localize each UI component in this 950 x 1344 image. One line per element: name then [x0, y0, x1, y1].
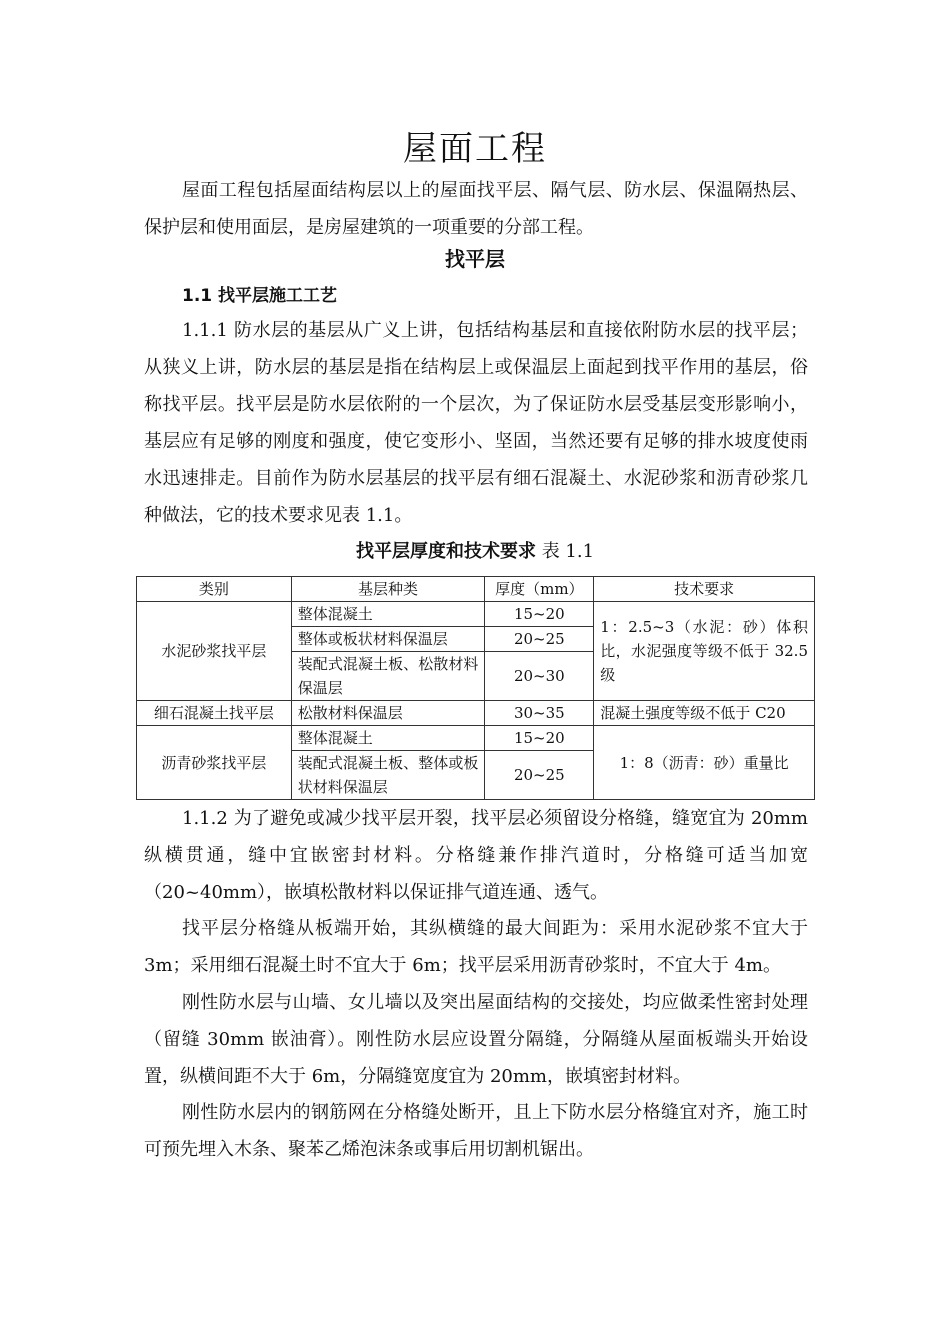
- subsection-heading: 1.1 找平层施工工艺: [182, 286, 338, 306]
- base-type-cell: 装配式混凝土板、整体或板状材料保温层: [291, 751, 485, 800]
- thickness-cell: 20~30: [485, 652, 594, 701]
- base-type-cell: 装配式混凝土板、松散材料保温层: [291, 652, 485, 701]
- requirement-cell: 1：8（沥青：砂）重量比: [594, 726, 815, 800]
- table-row: [137, 726, 815, 751]
- table-row: [137, 701, 815, 726]
- page-title: 屋面工程: [403, 129, 547, 169]
- header-base-type: 基层种类: [291, 577, 485, 602]
- paragraph-1-1-2: 1.1.2 为了避免或减少找平层开裂，找平层必须留设分格缝，缝宽宜为 20mm 纵横贯通，缝中宜嵌密封材料。分格缝兼作排汽道时，分格缝可适当加宽（20~40mm），嵌填松散材料以保证排气道连通、透气。: [144, 808, 808, 903]
- paragraph-joint-spacing: 找平层分格缝从板端开始，其纵横缝的最大间距为：采用水泥砂浆不宜大于 3m；采用细石混凝土时不宜大于 6m；找平层采用沥青砂浆时，不宜大于 4m。: [144, 918, 808, 976]
- table-caption-number: 表 1.1: [541, 541, 595, 562]
- thickness-cell: 20~25: [485, 627, 594, 652]
- paragraph-rigid-layer-2: 刚性防水层内的钢筋网在分格缝处断开，且上下防水层分格缝宜对齐，施工时可预先埋入木条、聚苯乙烯泡沫条或事后用切割机锯出。: [144, 1102, 808, 1160]
- spec-table: [136, 576, 815, 800]
- paragraph-rigid-layer-1: 刚性防水层与山墙、女儿墙以及突出屋面结构的交接处，均应做柔性密封处理（留缝 30mm 嵌油膏）。刚性防水层应设置分隔缝，分隔缝从屋面板端头开始设置，纵横间距不大于 6m，分隔缝宽度宜为 20mm，嵌填密封材料。: [144, 992, 808, 1087]
- paragraph-1-1-1: 1.1.1 防水层的基层从广义上讲，包括结构基层和直接依附防水层的找平层；从狭义上讲，防水层的基层是指在结构层上或保温层上面起到找平作用的基层，俗称找平层。找平层是防水层依附的一个层次，为了保证防水层受基层变形影响小，基层应有足够的刚度和强度，使它变形小、坚固，当然还要有足够的排水坡度使雨水迅速排走。目前作为防水层基层的找平层有细石混凝土、水泥砂浆和沥青砂浆几种做法，它的技术要求见表 1.1。: [144, 320, 808, 526]
- category-cell: 水泥砂浆找平层: [137, 602, 292, 701]
- table-caption: [0, 538, 950, 566]
- thickness-cell: 15~20: [485, 602, 594, 627]
- header-category: 类别: [137, 577, 292, 602]
- table-caption-title: 找平层厚度和技术要求: [355, 541, 536, 562]
- thickness-cell: 20~25: [485, 751, 594, 800]
- header-thickness: 厚度（mm）: [485, 577, 594, 602]
- base-type-cell: 整体混凝土: [291, 726, 485, 751]
- category-cell: 细石混凝土找平层: [137, 701, 292, 726]
- requirement-cell: 混凝土强度等级不低于 C20: [594, 701, 815, 726]
- category-cell: 沥青砂浆找平层: [137, 726, 292, 800]
- section-heading: 找平层: [445, 247, 505, 271]
- base-type-cell: 松散材料保温层: [291, 701, 485, 726]
- thickness-cell: 15~20: [485, 726, 594, 751]
- header-requirement: 技术要求: [594, 577, 815, 602]
- thickness-cell: 30~35: [485, 701, 594, 726]
- intro-paragraph: 屋面工程包括屋面结构层以上的屋面找平层、隔气层、防水层、保温隔热层、保护层和使用面层，是房屋建筑的一项重要的分部工程。: [144, 180, 808, 238]
- base-type-cell: 整体或板状材料保温层: [291, 627, 485, 652]
- requirement-cell: 1：2.5~3（水泥：砂）体积比，水泥强度等级不低于 32.5 级: [594, 602, 815, 701]
- base-type-cell: 整体混凝土: [291, 602, 485, 627]
- table-row: [137, 602, 815, 627]
- table-header-row: [137, 577, 815, 602]
